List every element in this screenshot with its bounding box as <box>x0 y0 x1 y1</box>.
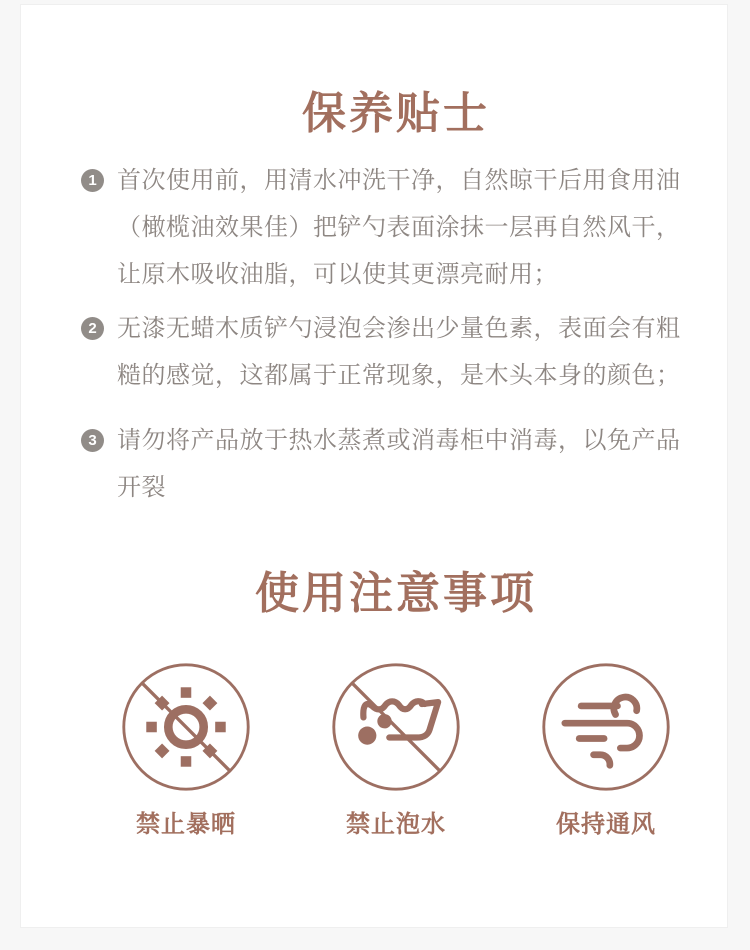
care-item-1 <box>81 157 697 298</box>
care-item-3 <box>81 417 697 511</box>
numbered-bullet-1: 1 <box>81 169 104 192</box>
no-soak-label: 禁止泡水 <box>346 811 446 838</box>
no-sun-label: 禁止暴晒 <box>136 811 236 838</box>
care-item-2-text: 无漆无蜡木质铲勺浸泡会渗出少量色素，表面会有粗糙的感觉，这都属于正常现象，是木头本身的颜色； <box>117 315 681 389</box>
ventilation-icon <box>539 660 673 794</box>
care-section-title: 保养贴士 <box>302 89 490 139</box>
numbered-bullet-2: 2 <box>81 317 104 340</box>
notice-icons-row <box>81 660 711 839</box>
care-item-2 <box>81 305 697 399</box>
content-card <box>20 4 728 928</box>
no-soak-icon <box>329 660 463 794</box>
numbered-bullet-3: 3 <box>81 429 104 452</box>
notice-section-title: 使用注意事项 <box>255 569 537 619</box>
care-item-3-text: 请勿将产品放于热水蒸煮或消毒柜中消毒，以免产品开裂 <box>117 427 681 501</box>
no-sun-icon <box>119 660 253 794</box>
care-item-1-text: 首次使用前，用清水冲洗干净，自然晾干后用食用油（橄榄油效果佳）把铲勺表面涂抹一层再自然风干，让原木吸收油脂，可以使其更漂亮耐用； <box>117 167 681 288</box>
notice-no-soak <box>291 660 501 839</box>
ventilation-label: 保持通风 <box>556 811 656 838</box>
notice-no-sun <box>81 660 291 839</box>
notice-ventilation <box>501 660 711 839</box>
